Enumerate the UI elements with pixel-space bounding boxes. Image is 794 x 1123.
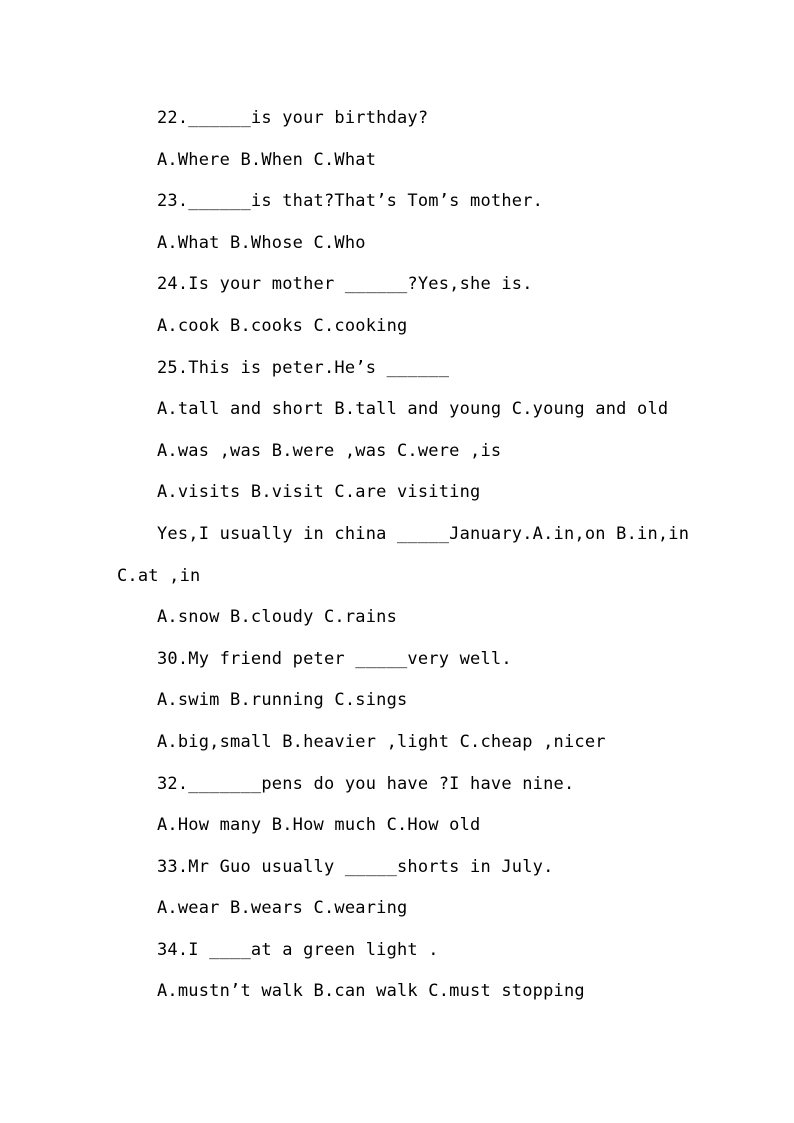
options-34: A.mustn’t walk B.can walk C.must stopping — [157, 981, 585, 1002]
question-24: 24.Is your mother ______?Yes,she is. — [157, 274, 533, 295]
question-34: 34.I ____at a green light . — [157, 939, 439, 960]
text-body — [117, 100, 697, 1015]
question-23: 23.______is that?That’s Tom’s mother. — [157, 191, 544, 212]
question-30: 30.My friend peter _____very well. — [157, 648, 512, 669]
question-22: 22.______is your birthday? — [157, 108, 429, 128]
options-32: A.How many B.How much C.How old — [157, 815, 481, 836]
options-24: A.cook B.cooks C.cooking — [157, 315, 408, 336]
options-26: A.was ,was B.were ,was C.were ,is — [157, 440, 502, 461]
options-31: A.big,small B.heavier ,light C.cheap ,nicer — [157, 731, 606, 752]
options-29: A.snow B.cloudy C.rains — [157, 607, 398, 628]
question-28-continuation: C.at ,in — [117, 565, 201, 586]
question-32: 32._______pens do you have ?I have nine. — [157, 773, 575, 794]
options-22: A.Where B.When C.What — [157, 149, 377, 170]
question-33: 33.Mr Guo usually _____shorts in July. — [157, 856, 554, 877]
options-23: A.What B.Whose C.Who — [157, 232, 366, 253]
options-33: A.wear B.wears C.wearing — [157, 898, 408, 919]
options-30: A.swim B.running C.sings — [157, 690, 408, 711]
options-25: A.tall and short B.tall and young C.young and old — [157, 399, 669, 420]
question-25: 25.This is peter.He’s ______ — [157, 357, 450, 378]
options-27: A.visits B.visit C.are visiting — [157, 482, 481, 503]
question-28: Yes,I usually in china _____January.A.in,on B.in,in — [157, 523, 690, 544]
